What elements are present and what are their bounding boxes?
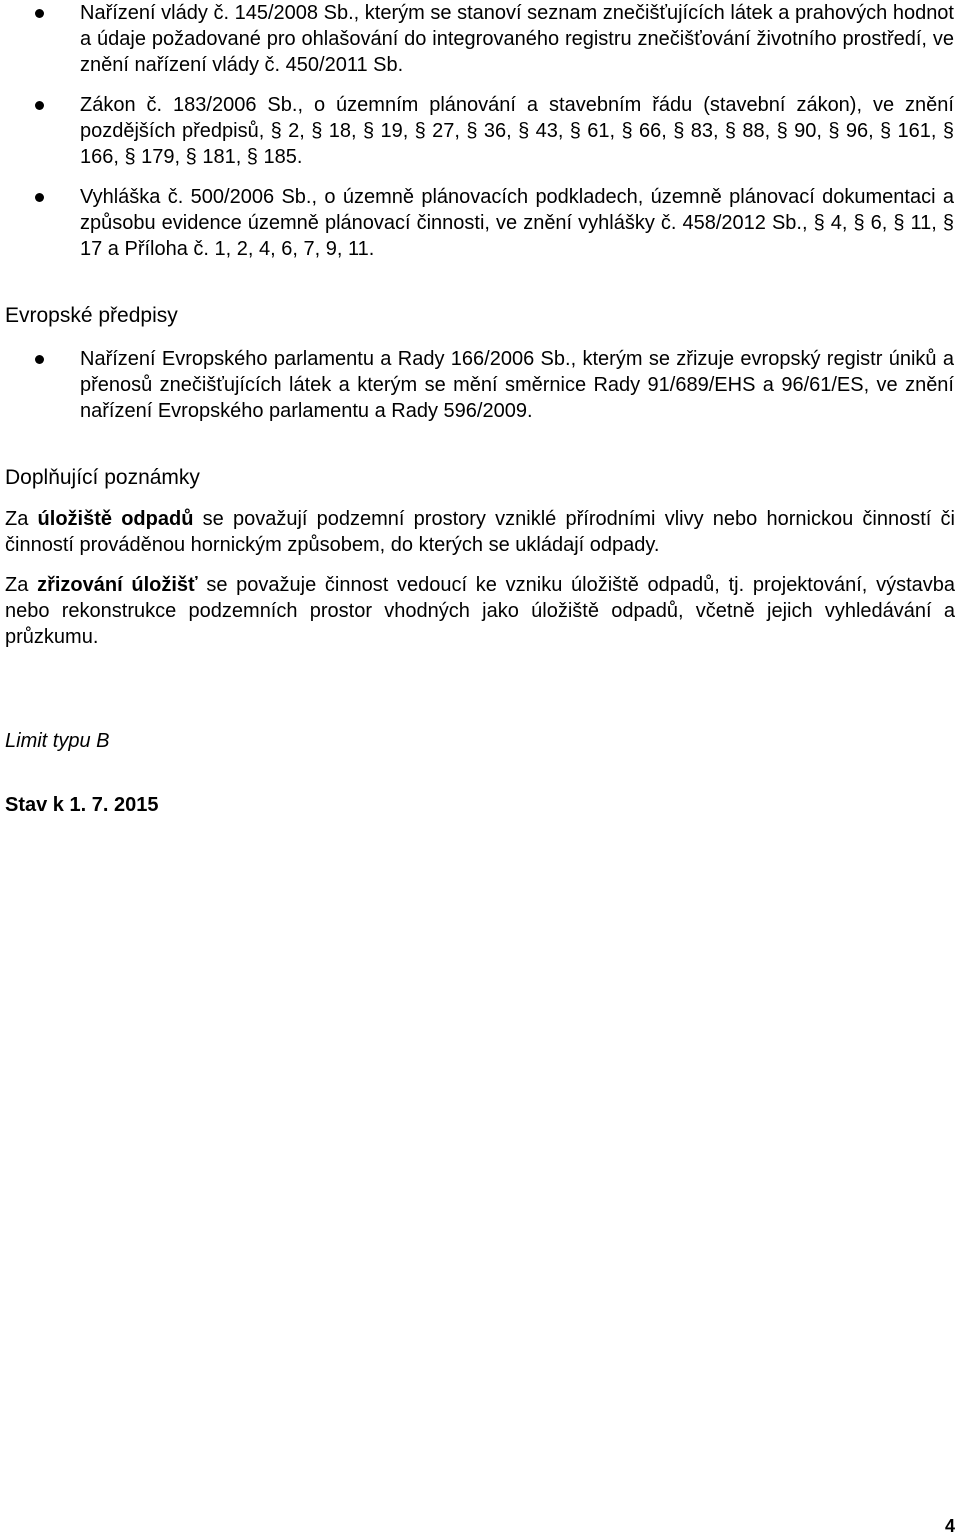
- bullet-icon: [35, 101, 44, 110]
- bullet-icon: [35, 355, 44, 364]
- bullet-icon: [35, 193, 44, 202]
- paragraph-text: se považují podzemní prostory vzniklé přírodními vlivy nebo hornickou činností či činností prováděnou hornickým způsobem, do kterých se ukládají odpady.: [5, 508, 955, 556]
- paragraph-zrizovani-ulozist: [5, 572, 955, 650]
- list-item: [0, 346, 960, 424]
- defined-term: úložiště odpadů: [37, 508, 194, 530]
- limit-type-label: Limit typu B: [5, 730, 110, 752]
- paragraph-text: Za: [5, 508, 38, 530]
- page-number: 4: [944, 1516, 955, 1536]
- list-item-text: Nařízení Evropského parlamentu a Rady 166/2006 Sb., kterým se zřizuje evropský registr úniků a přenosů znečišťujících látek a kterým se mění směrnice Rady 91/689/EHS a 96/61/ES, ve znění nařízení Evropského parlamentu a Rady 596/2009.: [80, 348, 954, 422]
- list-item-text: Zákon č. 183/2006 Sb., o územním plánování a stavebním řádu (stavební zákon), ve znění pozdějších předpisů, § 2, § 18, § 19, § 27, § 36, § 43, § 61, § 66, § 83, § 88, § 90, § 96, § 161, § 166, § 179, § 181, § 185.: [80, 94, 954, 168]
- paragraph-text: Za: [5, 574, 38, 596]
- list-item-text: Vyhláška č. 500/2006 Sb., o územně plánovacích podkladech, územně plánovací dokumentaci a způsobu evidence územně plánovací činnosti, ve znění vyhlášky č. 458/2012 Sb., § 4, § 6, § 11, § 17 a Příloha č. 1, 2, 4, 6, 7, 9, 11.: [80, 186, 954, 260]
- legislation-list: [0, 0, 960, 262]
- section-heading-evropske-predpisy: Evropské předpisy: [5, 304, 178, 327]
- status-date: Stav k 1. 7. 2015: [5, 794, 159, 816]
- defined-term: zřizování úložišť: [37, 574, 198, 596]
- bullet-icon: [35, 9, 44, 18]
- eu-legislation-list: [0, 346, 960, 424]
- list-item: [0, 184, 960, 262]
- section-heading-doplnujici-poznamky: Doplňující poznámky: [5, 466, 200, 489]
- list-item: [0, 0, 960, 78]
- paragraph-text: se považuje činnost vedoucí ke vzniku úložiště odpadů, tj. projektování, výstavba nebo rekonstrukce podzemních prostor vhodných jako úložiště odpadů, včetně jejich vyhledávání a průzkumu.: [5, 574, 955, 648]
- list-item: [0, 92, 960, 170]
- paragraph-uloziste-odpadu: [5, 506, 955, 558]
- list-item-text: Nařízení vlády č. 145/2008 Sb., kterým se stanoví seznam znečišťujících látek a prahových hodnot a údaje požadované pro ohlašování do integrovaného registru znečišťování životního prostředí, ve znění nařízení vlády č. 450/2011 Sb.: [80, 2, 954, 76]
